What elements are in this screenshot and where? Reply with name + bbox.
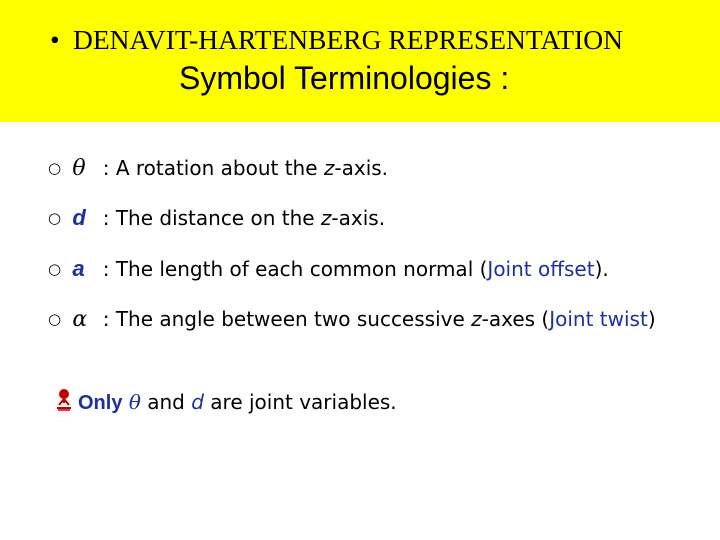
term-text-end: -axis. [331,206,386,230]
slide-subtitle: Symbol Terminologies : [179,60,510,96]
heading-text: DENAVIT-HARTENBERG REPRESENTATION [73,24,623,55]
circle-bullet-icon: ○ [48,260,62,278]
term-colon: : [96,307,116,331]
term-symbol: a [72,256,85,281]
term-item-d [48,204,385,232]
term-text: The angle between two successive [115,307,472,331]
heading-bullet: • [50,24,60,55]
term-colon: : [96,257,116,281]
term-z: z [471,307,482,331]
pin-icon [54,388,74,412]
term-z: z [320,206,332,230]
term-item-theta [48,154,388,183]
term-highlight: Joint twist [549,307,648,331]
term-paren-close: ). [594,257,609,281]
note-rest: are joint variables. [210,390,397,414]
term-text: The length of each common normal [115,257,480,281]
term-colon: : [96,206,116,230]
term-text-end: -axis. [334,156,389,180]
term-highlight: Joint offset [487,257,595,281]
note-only: Only [78,392,123,414]
circle-bullet-icon: ○ [48,310,62,328]
term-item-alpha [48,305,656,334]
note-var-d: d [191,390,204,414]
term-symbol: d [72,205,86,230]
circle-bullet-icon: ○ [48,209,62,227]
term-symbol: θ [72,156,86,181]
term-item-a [48,255,609,283]
term-colon: : [96,156,116,180]
note-and: and [147,390,185,414]
term-text-mid: -axes [481,307,542,331]
term-symbol: α [72,307,88,332]
title-banner [0,0,720,122]
term-paren-open: ( [479,257,488,281]
term-z: z [323,156,335,180]
term-paren-open: ( [541,307,550,331]
term-paren-close: ) [647,307,656,331]
note-var-theta: θ [128,390,141,414]
term-text: A rotation about the [115,156,324,180]
term-text: The distance on the [115,206,321,230]
circle-bullet-icon: ○ [48,159,62,177]
joint-variables-note [54,388,397,415]
